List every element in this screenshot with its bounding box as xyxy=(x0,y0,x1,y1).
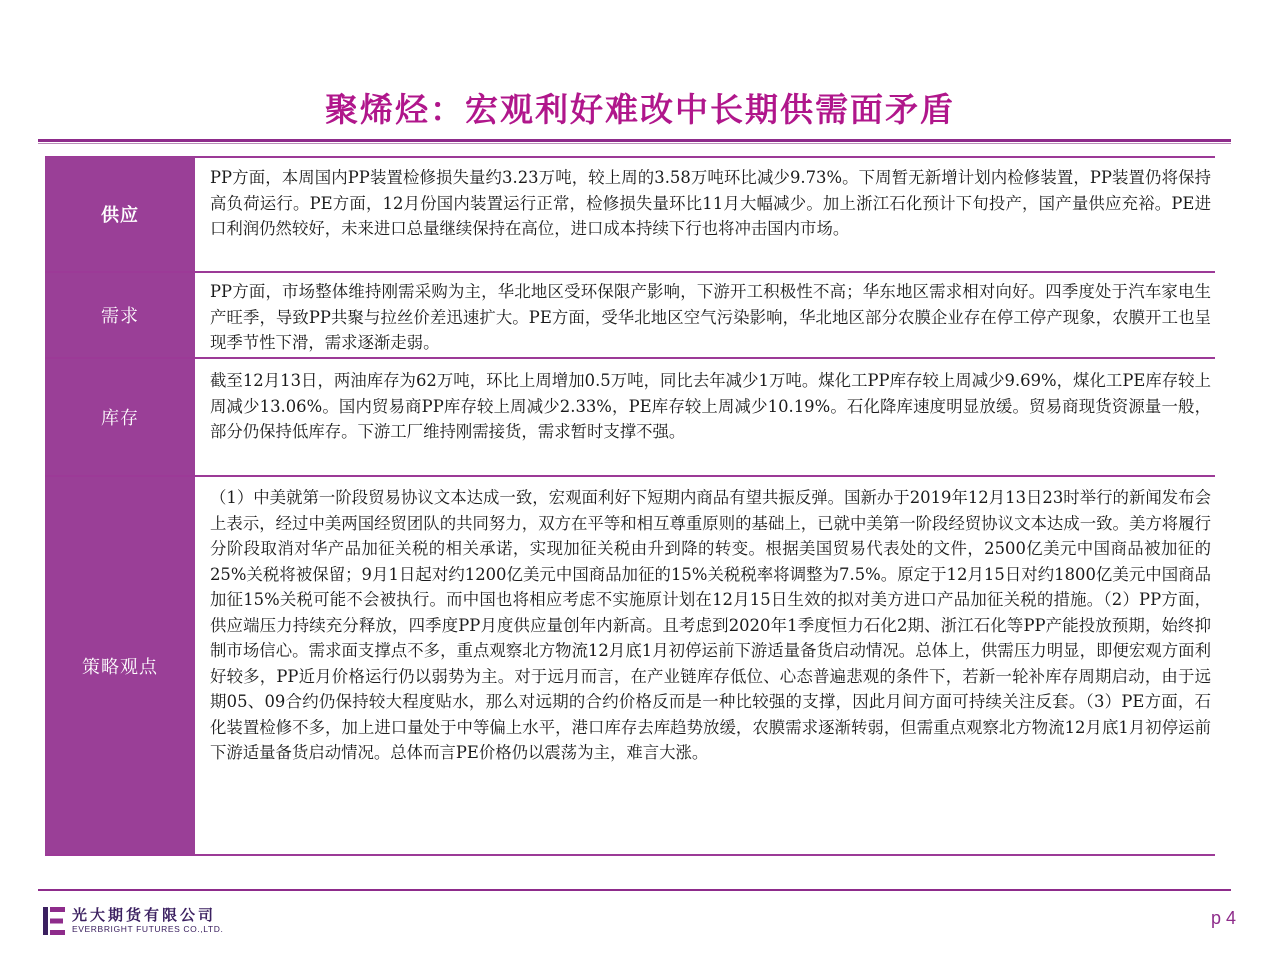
row-content-demand: PP方面，市场整体维持刚需采购为主，华北地区受环保限产影响，下游开工积极性不高；华东地区需求相对向好。四季度处于汽车家电生产旺季，导致PP共聚与拉丝价差迅速扩大。PE方面，受华北地区空气污染影响，华北地区部分农膜企业存在停工停产现象，农膜开工也呈现季节性下滑，需求逐渐走弱。 xyxy=(210,282,1211,352)
row-content-supply: PP方面，本周国内PP装置检修损失量约3.23万吨，较上周的3.58万吨环比减少9.73%。下周暂无新增计划内检修装置，PP装置仍将保持高负荷运行。PE方面，12月份国内装置运行正常，检修损失量环比11月大幅减少。加上浙江石化预计下旬投产，国产量供应充裕。PE进口利润仍然较好，未来进口总量继续保持在高位，进口成本持续下行也将冲击国内市场。 xyxy=(210,168,1211,238)
row-label-inventory: 库存 xyxy=(45,359,195,475)
page-title: 聚烯烃：宏观利好难改中长期供需面矛盾 xyxy=(325,90,955,129)
row-content-inventory: 截至12月13日，两油库存为62万吨，环比上周增加0.5万吨，同比去年减少1万吨。煤化工PP库存较上周减少9.69%，煤化工PE库存较上周减少13.06%。国内贸易商PP库存较上周减少2.33%，PE库存较上周减少10.19%。石化降库速度明显放缓。贸易商现货资源量一般，部分仍保持低库存。下游工厂维持刚需接货，需求暂时支撑不强。 xyxy=(210,371,1211,441)
table-row-demand xyxy=(45,273,1215,359)
top-divider xyxy=(38,139,1231,142)
company-logo xyxy=(42,904,223,938)
company-name-cn: 光大期货有限公司 xyxy=(72,906,217,924)
logo-mark-icon xyxy=(42,905,66,937)
row-content-strategy: （1）中美就第一阶段贸易协议文本达成一致，宏观面利好下短期内商品有望共振反弹。国新办于2019年12月13日23时举行的新闻发布会上表示，经过中美两国经贸团队的共同努力，双方在平等和相互尊重原则的基础上，已就中美第一阶段经贸协议文本达成一致。美方将履行分阶段取消对华产品加征关税的相关承诺，实现加征关税由升到降的转变。根据美国贸易代表处的文件，2500亿美元中国商品被加征的25%关税将被保留；9月1日起对约1200亿美元中国商品加征的15%关税税率将调整为7.5%。原定于12月15日对约1800亿美元中国商品加征15%关税可能不会被执行。而中国也将相应考虑不实施原计划在12月15日生效的拟对美方进口产品加征关税的措施。（2）PP方面，供应端压力持续充分释放，四季度PP月度供应量创年内新高。且考虑到2020年1季度恒力石化2期、浙江石化等PP产能投放预期，始终抑制市场信心。需求面支撑点不多，重点观察北方物流12月底1月初停运前下游适量备货启动情况。总体上，供需压力明显，即便宏观方面利好较多，PP近月价格运行仍以弱势为主。对于远月而言，在产业链库存低位、心态普遍悲观的条件下，若新一轮补库存周期启动，由于远期05、09合约仍保持较大程度贴水，那么对远期的合约价格反而是一种比较强的支撑，因此月间方面可持续关注反套。（3）PE方面，石化装置检修不多，加上进口量处于中等偏上水平，港口库存去库趋势放缓，农膜需求逐渐转弱，但需重点观察北方物流12月底1月初停运前下游适量备货启动情况。总体而言PE价格仍以震荡为主，难言大涨。 xyxy=(210,488,1211,762)
table-row-supply xyxy=(45,157,1215,273)
company-name-en: EVERBRIGHT FUTURES CO.,LTD. xyxy=(72,924,224,934)
page-number: p 4 xyxy=(1210,908,1236,928)
table-row-strategy xyxy=(45,477,1215,856)
top-divider-thin xyxy=(38,143,1231,144)
bottom-divider xyxy=(38,889,1231,891)
row-label-supply: 供应 xyxy=(45,157,195,271)
row-label-demand: 需求 xyxy=(45,273,195,357)
row-label-strategy: 策略观点 xyxy=(45,477,195,854)
table-row-inventory xyxy=(45,359,1215,477)
